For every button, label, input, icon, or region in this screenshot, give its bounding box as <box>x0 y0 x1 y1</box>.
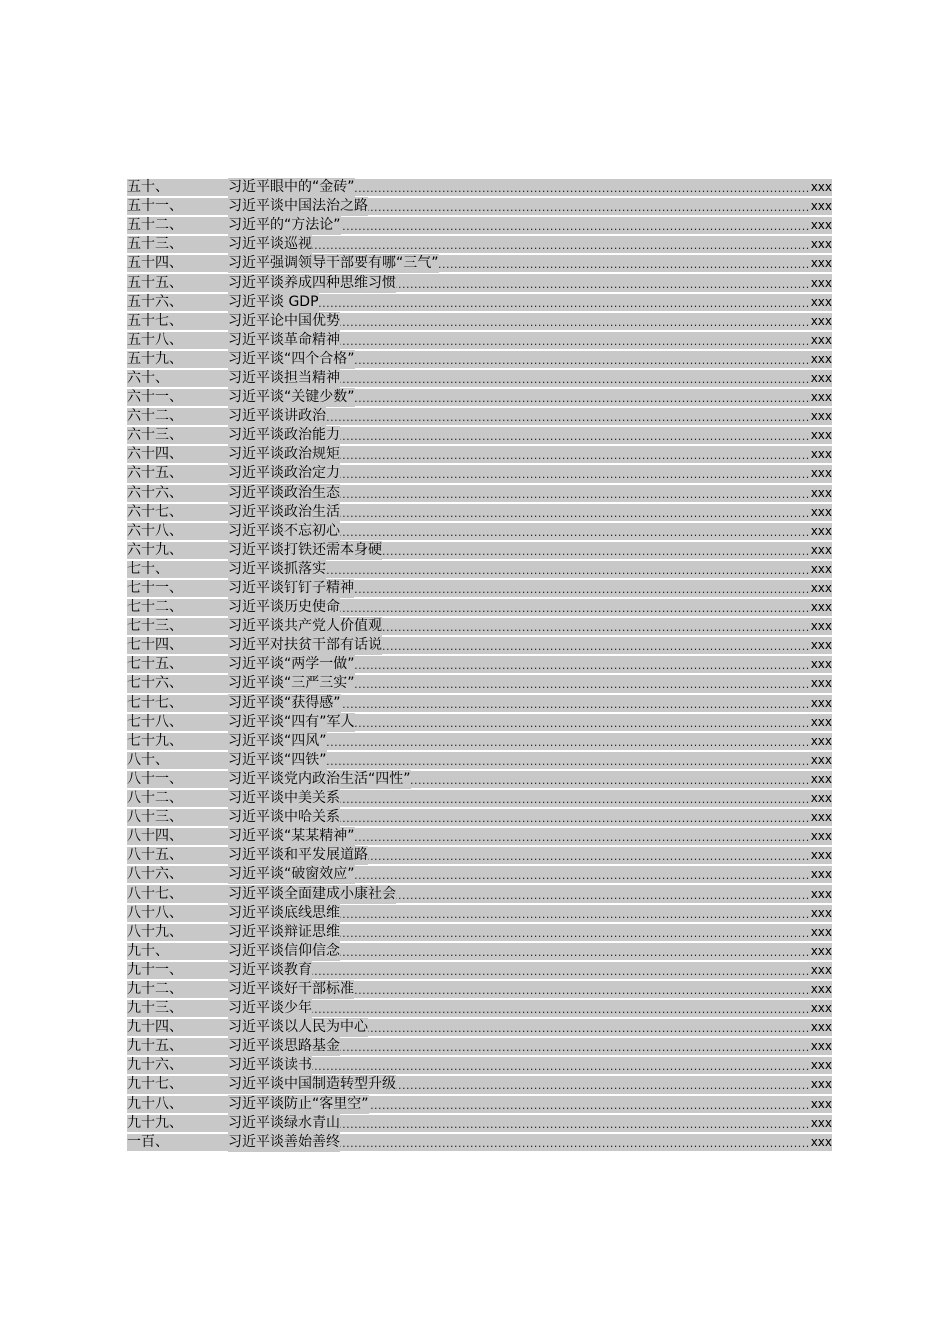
toc-entry-number: 五十九、 <box>127 350 183 367</box>
toc-entry[interactable] <box>127 884 832 903</box>
toc-entry[interactable] <box>127 1037 832 1056</box>
toc-entry-page: xxx <box>810 600 832 615</box>
toc-entry-number: 七十二、 <box>127 599 183 616</box>
toc-entry-number: 七十、 <box>127 560 169 577</box>
toc-entry-number: 七十六、 <box>127 675 183 692</box>
dot-leader <box>327 732 810 751</box>
dot-leader <box>340 923 810 942</box>
toc-entry[interactable] <box>127 999 832 1018</box>
dot-leader <box>340 1037 810 1056</box>
toc-entry-page: xxx <box>810 581 832 596</box>
toc-entry-page: xxx <box>810 428 832 443</box>
toc-entry[interactable] <box>127 1114 832 1133</box>
toc-entry[interactable] <box>127 445 832 464</box>
dot-leader <box>355 388 810 407</box>
toc-entry[interactable] <box>127 464 832 483</box>
toc-entry-number: 七十四、 <box>127 637 183 654</box>
toc-entry-title[interactable]: 习近平谈政治定力 <box>228 465 340 482</box>
toc-entry-title[interactable]: 习近平谈中国制造转型升级 <box>228 1076 396 1093</box>
toc-entry-number: 九十九、 <box>127 1114 183 1131</box>
toc-entry-title[interactable]: 习近平谈信仰信念 <box>228 942 340 959</box>
toc-entry-title[interactable]: 习近平谈“破窗效应” <box>228 866 355 883</box>
toc-entry-number: 五十七、 <box>127 312 183 329</box>
toc-entry-page: xxx <box>810 542 832 557</box>
toc-entry-title[interactable]: 习近平谈思路基金 <box>228 1038 340 1055</box>
toc-entry-number: 九十三、 <box>127 1000 183 1017</box>
dot-leader <box>439 254 810 273</box>
toc-entry-title[interactable]: 习近平谈巡视 <box>228 236 312 253</box>
toc-entry-number: 八十一、 <box>127 770 183 787</box>
toc-entry-title[interactable]: 习近平谈中美关系 <box>228 790 340 807</box>
toc-entry-title[interactable]: 习近平谈担当精神 <box>228 369 340 386</box>
toc-entry[interactable] <box>127 426 832 445</box>
toc-entry-page: xxx <box>810 237 832 252</box>
toc-entry-title[interactable]: 习近平眼中的“金砖” <box>228 179 355 196</box>
toc-entry-number: 六十六、 <box>127 484 183 501</box>
toc-entry-title[interactable]: 习近平谈养成四种思维习惯 <box>228 274 396 291</box>
toc-entry[interactable] <box>127 560 832 579</box>
dot-leader <box>312 999 810 1018</box>
toc-entry-number: 九十二、 <box>127 980 183 997</box>
toc-entry[interactable] <box>127 942 832 961</box>
dot-leader <box>340 522 810 541</box>
toc-entry-page: xxx <box>810 1096 832 1111</box>
toc-entry-page: xxx <box>810 981 832 996</box>
dot-leader <box>354 980 810 999</box>
toc-entry-page: xxx <box>810 657 832 672</box>
toc-entry-title[interactable]: 习近平谈 GDP <box>228 293 319 310</box>
toc-entry-title[interactable]: 习近平强调领导干部要有哪“三气” <box>228 255 439 272</box>
dot-leader <box>312 961 810 980</box>
toc-entry-page: xxx <box>810 619 832 634</box>
toc-entry-title[interactable]: 习近平谈不忘初心 <box>228 522 340 539</box>
toc-entry[interactable] <box>127 598 832 617</box>
toc-entry-title[interactable]: 习近平谈共产党人价值观 <box>228 618 382 635</box>
toc-entry[interactable] <box>127 980 832 999</box>
toc-entry-number: 八十九、 <box>127 923 183 940</box>
dot-leader <box>382 617 810 636</box>
toc-entry-number: 五十四、 <box>127 255 183 272</box>
toc-entry-number: 七十五、 <box>127 656 183 673</box>
toc-entry-title[interactable]: 习近平对扶贫干部有话说 <box>228 637 382 654</box>
toc-entry-page: xxx <box>810 695 832 710</box>
toc-entry-title[interactable]: 习近平谈政治能力 <box>228 427 340 444</box>
toc-entry-number: 九十、 <box>127 942 169 959</box>
dot-leader <box>355 350 810 369</box>
dot-leader <box>340 942 810 961</box>
toc-entry-page: xxx <box>810 561 832 576</box>
toc-entry-page: xxx <box>810 1020 832 1035</box>
toc-entry[interactable] <box>127 407 832 426</box>
toc-entry-title[interactable]: 习近平谈政治生活 <box>228 503 340 520</box>
dot-leader <box>312 235 810 254</box>
toc-entry-number: 九十四、 <box>127 1019 183 1036</box>
toc-entry-page: xxx <box>810 1058 832 1073</box>
toc-entry-page: xxx <box>810 409 832 424</box>
dot-leader <box>355 713 810 732</box>
toc-entry-page: xxx <box>810 752 832 767</box>
toc-entry-page: xxx <box>810 1077 832 1092</box>
toc-entry-title[interactable]: 习近平谈辩证思维 <box>228 923 340 940</box>
dot-leader <box>368 197 810 216</box>
dot-leader <box>396 1075 810 1094</box>
toc-entry-page: xxx <box>810 218 832 233</box>
dot-leader <box>340 1133 810 1152</box>
toc-entry-page: xxx <box>810 332 832 347</box>
toc-entry-title[interactable]: 习近平谈中国法治之路 <box>228 198 368 215</box>
toc-entry[interactable] <box>127 636 832 655</box>
toc-entry-number: 五十、 <box>127 179 169 196</box>
toc-entry-number: 九十一、 <box>127 961 183 978</box>
toc-entry-title[interactable]: 习近平谈全面建成小康社会 <box>228 885 396 902</box>
dot-leader <box>340 904 810 923</box>
dot-leader <box>340 503 810 522</box>
toc-entry-page: xxx <box>810 962 832 977</box>
toc-entry-title[interactable]: 习近平谈政治规矩 <box>228 446 340 463</box>
toc-entry-title[interactable]: 习近平谈“四铁” <box>228 751 327 768</box>
toc-entry-number: 九十七、 <box>127 1076 183 1093</box>
toc-entry-page: xxx <box>810 1001 832 1016</box>
dot-leader <box>326 560 810 579</box>
toc-entry[interactable] <box>127 331 832 350</box>
toc-entry[interactable] <box>127 674 832 693</box>
dot-leader <box>340 598 810 617</box>
toc-entry[interactable] <box>127 770 832 789</box>
toc-entry[interactable] <box>127 655 832 674</box>
table-of-contents <box>127 178 832 1152</box>
toc-entry-page: xxx <box>810 1134 832 1149</box>
dot-leader <box>340 484 810 503</box>
toc-entry-page: xxx <box>810 1039 832 1054</box>
toc-entry-number: 八十八、 <box>127 904 183 921</box>
toc-entry-title[interactable]: 习近平谈底线思维 <box>228 904 340 921</box>
toc-entry-page: xxx <box>810 771 832 786</box>
toc-entry[interactable] <box>127 923 832 942</box>
toc-entry[interactable] <box>127 350 832 369</box>
toc-entry-number: 五十二、 <box>127 217 183 234</box>
toc-entry-title[interactable]: 习近平谈“四有”军人 <box>228 713 355 730</box>
toc-entry-number: 五十三、 <box>127 236 183 253</box>
toc-entry-number: 八十七、 <box>127 885 183 902</box>
toc-entry-page: xxx <box>810 886 832 901</box>
toc-entry[interactable] <box>127 197 832 216</box>
toc-entry[interactable] <box>127 388 832 407</box>
toc-entry[interactable] <box>127 1056 832 1075</box>
toc-entry-number: 九十六、 <box>127 1057 183 1074</box>
toc-entry-number: 六十一、 <box>127 389 183 406</box>
dot-leader <box>411 770 810 789</box>
toc-entry[interactable] <box>127 254 832 273</box>
toc-entry-number: 七十三、 <box>127 618 183 635</box>
dot-leader <box>340 369 810 388</box>
toc-entry-number: 八十五、 <box>127 847 183 864</box>
toc-entry-number: 六十、 <box>127 369 169 386</box>
dot-leader <box>340 331 810 350</box>
toc-entry-page: xxx <box>810 943 832 958</box>
dot-leader <box>368 846 810 865</box>
toc-entry-page: xxx <box>810 351 832 366</box>
toc-entry[interactable] <box>127 1095 832 1114</box>
toc-entry-number: 五十一、 <box>127 198 183 215</box>
toc-entry[interactable] <box>127 904 832 923</box>
toc-entry-title[interactable]: 习近平谈读书 <box>228 1057 312 1074</box>
toc-entry-number: 八十二、 <box>127 790 183 807</box>
toc-entry-number: 五十八、 <box>127 331 183 348</box>
toc-entry-title[interactable]: 习近平谈善始善终 <box>228 1133 340 1150</box>
toc-entry[interactable] <box>127 522 832 541</box>
toc-entry-page: xxx <box>810 1115 832 1130</box>
toc-entry-number: 七十一、 <box>127 580 183 597</box>
toc-entry[interactable] <box>127 273 832 292</box>
toc-entry-title[interactable]: 习近平谈“获得感” <box>228 694 341 711</box>
dot-leader <box>382 541 810 560</box>
dot-leader <box>396 274 810 293</box>
toc-entry-page: xxx <box>810 390 832 405</box>
toc-entry-title[interactable]: 习近平谈政治生态 <box>228 484 340 501</box>
toc-entry[interactable] <box>127 503 832 522</box>
toc-entry[interactable] <box>127 846 832 865</box>
dot-leader <box>340 426 810 445</box>
dot-leader <box>355 655 810 674</box>
toc-entry-title[interactable]: 习近平谈“四风” <box>228 732 327 749</box>
toc-entry-title[interactable]: 习近平谈钉钉子精神 <box>228 580 354 597</box>
toc-entry-title[interactable]: 习近平谈绿水青山 <box>228 1114 340 1131</box>
toc-entry-page: xxx <box>810 676 832 691</box>
toc-entry-number: 六十二、 <box>127 408 183 425</box>
toc-entry-page: xxx <box>810 199 832 214</box>
dot-leader <box>340 445 810 464</box>
toc-entry-page: xxx <box>810 294 832 309</box>
toc-entry-page: xxx <box>810 714 832 729</box>
dot-leader <box>326 407 810 426</box>
toc-entry-title[interactable]: 习近平谈少年 <box>228 1000 312 1017</box>
toc-entry[interactable] <box>127 293 832 312</box>
toc-entry-number: 五十六、 <box>127 293 183 310</box>
toc-entry-title[interactable]: 习近平谈“三严三实” <box>228 675 355 692</box>
toc-entry-page: xxx <box>810 733 832 748</box>
toc-entry-number: 六十五、 <box>127 465 183 482</box>
toc-entry-title[interactable]: 习近平谈“两学一做” <box>228 656 355 673</box>
toc-entry-page: xxx <box>810 275 832 290</box>
toc-entry-title[interactable]: 习近平谈教育 <box>228 961 312 978</box>
toc-entry-page: xxx <box>810 447 832 462</box>
toc-entry-number: 六十九、 <box>127 541 183 558</box>
dot-leader <box>341 216 810 235</box>
toc-entry[interactable] <box>127 961 832 980</box>
toc-entry-page: xxx <box>810 180 832 195</box>
toc-entry-title[interactable]: 习近平谈讲政治 <box>228 408 326 425</box>
dot-leader <box>312 1056 810 1075</box>
toc-entry-title[interactable]: 习近平谈党内政治生活“四性” <box>228 770 411 787</box>
toc-entry-number: 七十八、 <box>127 713 183 730</box>
toc-entry-number: 六十四、 <box>127 446 183 463</box>
toc-entry-title[interactable]: 习近平的“方法论” <box>228 217 341 234</box>
toc-entry-number: 六十八、 <box>127 522 183 539</box>
toc-entry-title[interactable]: 习近平论中国优势 <box>228 312 340 329</box>
toc-entry[interactable] <box>127 1018 832 1037</box>
dot-leader <box>340 789 810 808</box>
toc-entry-page: xxx <box>810 313 832 328</box>
dot-leader <box>319 293 810 312</box>
toc-entry-title[interactable]: 习近平谈以人民为中心 <box>228 1019 368 1036</box>
dot-leader <box>355 178 810 197</box>
dot-leader <box>340 312 810 331</box>
toc-entry[interactable] <box>127 216 832 235</box>
toc-entry-page: xxx <box>810 905 832 920</box>
toc-entry[interactable] <box>127 1133 832 1152</box>
toc-entry-number: 八十、 <box>127 751 169 768</box>
toc-entry-page: xxx <box>810 485 832 500</box>
toc-entry-number: 七十九、 <box>127 732 183 749</box>
toc-entry-page: xxx <box>810 848 832 863</box>
toc-entry[interactable] <box>127 484 832 503</box>
toc-entry-number: 七十七、 <box>127 694 183 711</box>
dot-leader <box>396 885 810 904</box>
toc-entry-number: 九十五、 <box>127 1038 183 1055</box>
toc-entry-number: 九十八、 <box>127 1095 183 1112</box>
toc-entry[interactable] <box>127 732 832 751</box>
toc-entry-title[interactable]: 习近平谈“关键少数” <box>228 389 355 406</box>
toc-entry-title[interactable]: 习近平谈历史使命 <box>228 599 340 616</box>
toc-entry[interactable] <box>127 235 832 254</box>
toc-entry-page: xxx <box>810 256 832 271</box>
toc-entry[interactable] <box>127 369 832 388</box>
toc-entry-number: 八十六、 <box>127 866 183 883</box>
dot-leader <box>368 1018 810 1037</box>
toc-entry[interactable] <box>127 694 832 713</box>
toc-entry-page: xxx <box>810 638 832 653</box>
toc-entry-number: 八十四、 <box>127 828 183 845</box>
toc-entry[interactable] <box>127 617 832 636</box>
toc-entry-page: xxx <box>810 924 832 939</box>
toc-entry-page: xxx <box>810 370 832 385</box>
toc-entry-number: 八十三、 <box>127 809 183 826</box>
toc-entry-page: xxx <box>810 867 832 882</box>
dot-leader <box>354 579 810 598</box>
dot-leader <box>327 751 810 770</box>
toc-entry-page: xxx <box>810 466 832 481</box>
toc-entry[interactable] <box>127 789 832 808</box>
toc-entry-page: xxx <box>810 791 832 806</box>
toc-entry[interactable] <box>127 1075 832 1094</box>
toc-entry-number: 五十五、 <box>127 274 183 291</box>
toc-entry[interactable] <box>127 808 832 827</box>
toc-entry-page: xxx <box>810 523 832 538</box>
toc-entry-title[interactable]: 习近平谈革命精神 <box>228 331 340 348</box>
dot-leader <box>355 865 810 884</box>
toc-entry-title[interactable]: 习近平谈打铁还需本身硬 <box>228 541 382 558</box>
dot-leader <box>340 464 810 483</box>
toc-entry-title[interactable]: 习近平谈好干部标准 <box>228 980 354 997</box>
toc-entry[interactable] <box>127 178 832 197</box>
toc-entry[interactable] <box>127 579 832 598</box>
dot-leader <box>355 827 810 846</box>
toc-entry-number: 六十三、 <box>127 427 183 444</box>
dot-leader <box>382 636 810 655</box>
toc-entry-title[interactable]: 习近平谈中哈关系 <box>228 809 340 826</box>
dot-leader <box>355 674 810 693</box>
toc-entry-page: xxx <box>810 504 832 519</box>
toc-entry-page: xxx <box>810 810 832 825</box>
toc-entry-title[interactable]: 习近平谈防止“客里空” <box>228 1095 369 1112</box>
dot-leader <box>340 808 810 827</box>
toc-entry-number: 一百、 <box>127 1133 169 1150</box>
dot-leader <box>369 1095 810 1114</box>
toc-entry[interactable] <box>127 751 832 770</box>
toc-entry[interactable] <box>127 827 832 846</box>
toc-entry-title[interactable]: 习近平谈“某某精神” <box>228 828 355 845</box>
toc-entry-title[interactable]: 习近平谈“四个合格” <box>228 350 355 367</box>
dot-leader <box>341 694 810 713</box>
toc-entry-page: xxx <box>810 829 832 844</box>
toc-entry-title[interactable]: 习近平谈抓落实 <box>228 560 326 577</box>
toc-entry[interactable] <box>127 541 832 560</box>
dot-leader <box>340 1114 810 1133</box>
toc-entry-title[interactable]: 习近平谈和平发展道路 <box>228 847 368 864</box>
toc-entry[interactable] <box>127 312 832 331</box>
toc-entry-number: 六十七、 <box>127 503 183 520</box>
toc-entry[interactable] <box>127 865 832 884</box>
toc-entry[interactable] <box>127 713 832 732</box>
